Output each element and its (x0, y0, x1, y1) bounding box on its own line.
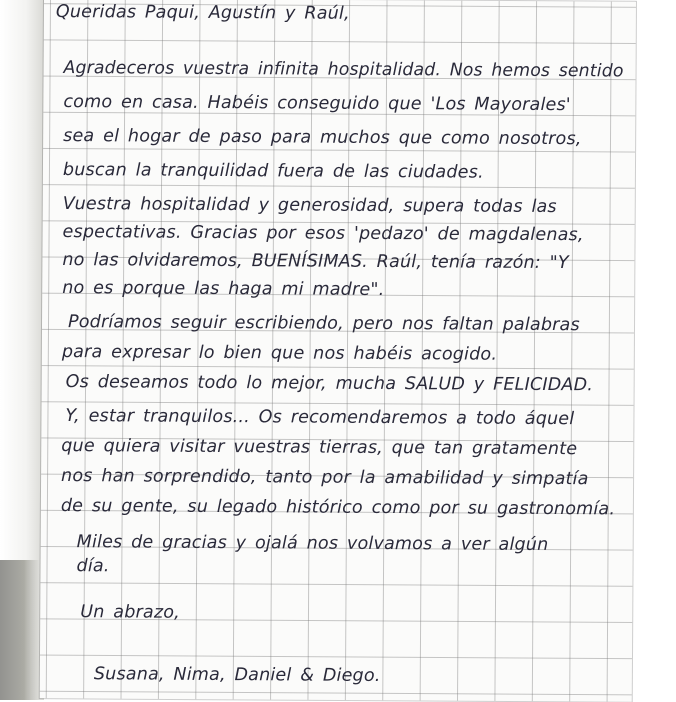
letter-line: Os deseamos todo lo mejor, mucha SALUD y FELICIDAD. (65, 372, 594, 396)
letter-line: no las olvidaremos, BUENÍSIMAS. Raúl, tenía razón: "Y (62, 250, 569, 274)
letter-line: Miles de gracias y ojalá nos volvamos a ver algún (76, 532, 549, 556)
photo-shadow-corner (0, 560, 40, 700)
letter-line: buscan la tranquilidad fuera de las ciudades. (62, 160, 484, 183)
letter-line: no es porque las haga mi madre". (62, 278, 385, 300)
letter-line: Podríamos seguir escribiendo, pero nos faltan palabras (67, 312, 580, 336)
letter-line: como en casa. Habéis conseguido que 'Los Mayorales' (63, 92, 571, 116)
photo-background-right (636, 0, 676, 700)
letter-line: de su gente, su legado histórico como por su gastronomía. (60, 496, 616, 520)
letter-line: Vuestra hospitalidad y generosidad, supera todas las (62, 194, 557, 218)
letter-line: Agradeceros vuestra infinita hospitalidad. Nos hemos sentido (63, 58, 624, 82)
letter-closing: Un abrazo, (80, 602, 180, 623)
letter-line: espectativas. Gracias por esos 'pedazo' de magdalenas, (62, 222, 584, 246)
letter-line: día. (76, 556, 110, 577)
letter-line: nos han sorprendido, tanto por la amabilidad y simpatía (61, 466, 589, 490)
letter-signature: Susana, Nima, Daniel & Diego. (93, 664, 381, 686)
letter-greeting: Queridas Paqui, Agustín y Raúl, (55, 1, 350, 24)
letter-line: que quiera visitar vuestras tierras, que tan gratamente (61, 436, 578, 460)
letter-line: Y, estar tranquilos... Os recomendaremos a todo áquel (65, 406, 575, 430)
letter-line: sea el hogar de paso para muchos que como nosotros, (63, 126, 582, 150)
letter-line: para expresar lo bien que nos habéis acogido. (61, 342, 498, 365)
